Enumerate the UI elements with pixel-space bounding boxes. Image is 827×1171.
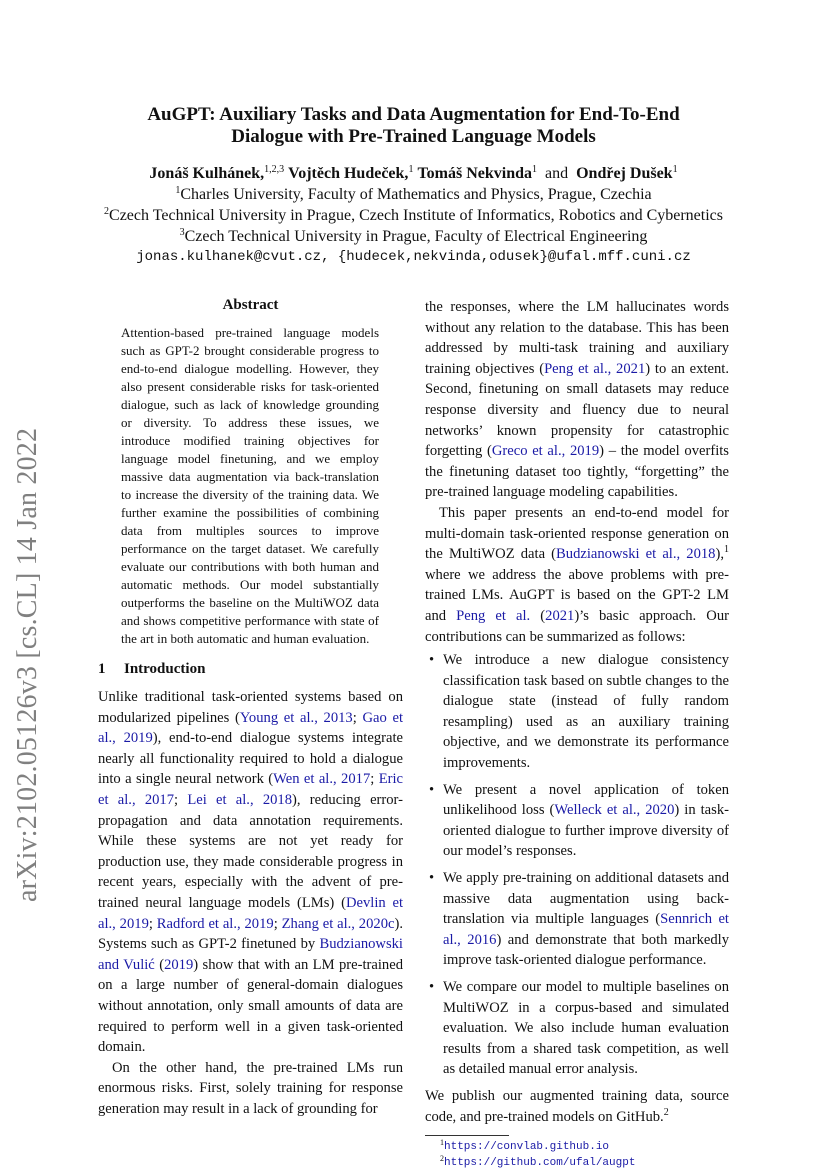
citation-link[interactable]: Gao et al., 2019 bbox=[98, 709, 403, 747]
author-name: Jonáš Kulhánek, bbox=[149, 165, 265, 182]
affiliation bbox=[0, 184, 827, 205]
emails: jonas.kulhanek@cvut.cz, {hudecek,nekvinda,odusek}@ufal.mff.cuni.cz bbox=[136, 249, 691, 265]
footnote-ref[interactable]: 2 bbox=[663, 1106, 669, 1118]
citation-link[interactable]: Wen et al., 2017 bbox=[273, 771, 371, 788]
text-run: ( bbox=[530, 607, 546, 624]
footnote bbox=[440, 1139, 729, 1155]
text-run: ; bbox=[174, 791, 188, 808]
text-run: ), end-to-end dialogue systems integrate nearly all functionality required to hold a dialogue into a single neural network ( bbox=[98, 730, 403, 788]
bullet-icon: • bbox=[429, 781, 435, 798]
text-run: the responses, where the LM hallucinates words without any relation to the database. This has been addressed by multi-task training and auxiliary training objectives ( bbox=[425, 299, 729, 377]
left-column bbox=[98, 295, 403, 1119]
citation-link[interactable]: Budzianowski and Vulić bbox=[98, 936, 403, 973]
text-run: Unlike traditional task-oriented systems based on modularized pipelines ( bbox=[98, 689, 403, 726]
author-affil: 1,2,3 bbox=[264, 164, 285, 175]
text-run: ) to an extent. Second, finetuning on small datasets may reduce response diversity and fluency due to neural networks’ known propensity for catastrophic forgetting ( bbox=[425, 360, 729, 460]
affil-text: Czech Technical University in Prague, Czech Institute of Informatics, Robotics and Cybernetics bbox=[109, 207, 723, 224]
affiliation bbox=[0, 226, 827, 247]
text-run: We present a novel application of token unlikelihood loss ( bbox=[443, 781, 729, 819]
footnote bbox=[440, 1155, 729, 1171]
paper-title bbox=[0, 104, 827, 148]
citation-link[interactable]: Lei et al., 2018 bbox=[187, 791, 293, 808]
and-word: and bbox=[545, 165, 569, 182]
footnote-mark: 2 bbox=[440, 1154, 444, 1164]
citation-link[interactable]: Eric et al., 2017 bbox=[98, 771, 404, 808]
author-affil: 1 bbox=[532, 164, 537, 175]
text-run: ) and demonstrate that both markedly improve task-oriented dialogue performance. bbox=[443, 931, 729, 969]
author-name: Vojtěch Hudeček, bbox=[288, 165, 409, 182]
footnote-link[interactable]: https://convlab.github.io bbox=[444, 1141, 610, 1154]
text-run: ( bbox=[154, 956, 165, 973]
affil-text: Czech Technical University in Prague, Faculty of Electrical Engineering bbox=[184, 228, 648, 245]
text-run: ) in task-oriented dialogue to further improve diversity of our model’s responses. bbox=[443, 802, 729, 860]
left-column-body bbox=[98, 687, 403, 1119]
text-run: ), reducing error-propagation and data annotation requirements. While these systems are not yet ready for production use, they made considerable progress in recent years, especially with the advent of pre-trained neural language models (LMs) ( bbox=[98, 791, 403, 911]
bullet-icon: • bbox=[429, 979, 435, 995]
footnote-ref[interactable]: 1 bbox=[724, 544, 729, 556]
text-run: We compare our model to multiple baselines on MultiWOZ in a corpus-based and simulated evaluation. We also include human evaluation results from a shared task competition, as well as detailed manual error analysis. bbox=[443, 979, 729, 1078]
list-item bbox=[425, 977, 729, 1080]
paragraph bbox=[98, 1058, 403, 1120]
affil-text: Charles University, Faculty of Mathematics and Physics, Prague, Czechia bbox=[180, 186, 652, 203]
text-run: where we address the above problems with pre-trained LMs. AuGPT is based on the GPT-2 LM and bbox=[425, 566, 729, 624]
affiliation bbox=[0, 205, 827, 226]
citation-link[interactable]: Zhang et al., 2020c bbox=[281, 915, 395, 932]
abstract-heading: Abstract bbox=[222, 297, 279, 313]
citation-link[interactable]: Sennrich et al., 2016 bbox=[443, 911, 729, 948]
citation-link[interactable]: Peng et al. bbox=[456, 607, 531, 624]
text-run: We introduce a new dialogue consistency classification task based on subtle changes to the dialogue state (instead of fully random resampling) used as an auxiliary training objective, and we demonstrate its performance improvements. bbox=[443, 652, 729, 772]
right-column bbox=[425, 297, 729, 1171]
bullet-icon: • bbox=[429, 652, 435, 669]
section-number: 1 bbox=[98, 661, 106, 677]
title-line: Dialogue with Pre-Trained Language Models bbox=[231, 126, 596, 147]
citation-link[interactable]: Welleck et al., 2020 bbox=[554, 802, 675, 819]
footnotes bbox=[440, 1139, 729, 1171]
footnote-link[interactable]: https://github.com/ufal/augpt bbox=[444, 1157, 636, 1170]
author-block bbox=[0, 163, 827, 268]
text-run: ), bbox=[715, 546, 724, 563]
citation-link[interactable]: Budzianowski et al., 2018 bbox=[556, 546, 716, 563]
text-run: ) show that with an LM pre-trained on a large number of general-domain dialogues without annotation, only small amounts of data are required to perform well in a given task-oriented domain. bbox=[98, 956, 403, 1056]
text-run: This paper presents an end-to-end model for multi-domain task-oriented response generation on the MultiWOZ data ( bbox=[425, 504, 729, 563]
paragraph bbox=[425, 503, 729, 647]
author-affil: 1 bbox=[672, 164, 678, 175]
text-run: ; bbox=[352, 709, 363, 726]
affil-mark: 3 bbox=[179, 227, 185, 238]
list-item bbox=[425, 868, 729, 971]
author-name: Ondřej Dušek bbox=[576, 165, 673, 182]
text-run: We apply pre-training on additional datasets and massive data augmentation using back-translation via multiple languages ( bbox=[443, 870, 729, 928]
text-run: ; bbox=[148, 915, 157, 932]
citation-link[interactable]: 2019 bbox=[164, 956, 194, 973]
citation-link[interactable]: Young et al., 2013 bbox=[239, 709, 353, 726]
citation-link[interactable]: Radford et al., 2019 bbox=[156, 915, 274, 932]
text-run: ) – the model overfits the finetuning dataset too tightly, “forgetting” the pre-trained language modeling capabilities. bbox=[425, 443, 729, 501]
author-list bbox=[0, 163, 827, 184]
right-paragraphs bbox=[425, 297, 729, 647]
closing-paragraph bbox=[425, 1086, 729, 1127]
section-title: Introduction bbox=[124, 661, 206, 677]
text-run: On the other hand, the pre-trained LMs run enormous risks. First, solely training for response generation may result in a lack of grounding for bbox=[98, 1059, 403, 1117]
bullet-icon: • bbox=[429, 870, 435, 887]
contribution-list bbox=[425, 650, 729, 1080]
section-heading bbox=[98, 659, 403, 679]
affil-mark: 2 bbox=[104, 206, 110, 217]
citation-link[interactable]: Greco et al., 2019 bbox=[491, 443, 600, 460]
footnote-mark: 1 bbox=[440, 1138, 444, 1148]
text-run: )’s basic approach. Our contributions can be summarized as follows: bbox=[425, 607, 729, 645]
footnote-rule bbox=[425, 1135, 509, 1136]
abstract-text: Attention-based pre-trained language models such as GPT-2 brought considerable progress to end-to-end dialogue modelling. However, they also present considerable risks for task-oriented dialogue, such as lack of knowledge grounding or diversity. To address these issues, we introduce modified training objectives for language model finetuning, and we employ massive data augmentation via back-translation to increase the diversity of the training data. We further examine the possibilities of combining data from multiples sources to improve performance on the target dataset. We carefully evaluate our contributions with both human and automatic methods. Our model substantially outperforms the baseline on the MultiWOZ data and shows competitive performance with state of the art in both automatic and human evaluation. bbox=[121, 325, 379, 646]
text-run: ; bbox=[273, 915, 282, 932]
list-item bbox=[425, 780, 729, 862]
citation-link[interactable]: 2021 bbox=[545, 607, 575, 624]
right-column-body bbox=[425, 297, 729, 1127]
author-name: Tomáš Nekvinda bbox=[417, 165, 532, 182]
title-line: AuGPT: Auxiliary Tasks and Data Augmentation for End-To-End bbox=[147, 104, 680, 125]
text-run: ). Systems such as GPT-2 finetuned by bbox=[98, 915, 403, 953]
text-run: ; bbox=[370, 771, 379, 788]
affil-mark: 1 bbox=[175, 185, 181, 196]
citation-link[interactable]: Peng et al., 2021 bbox=[544, 360, 646, 377]
author-affil: 1 bbox=[408, 164, 414, 175]
paragraph bbox=[98, 687, 403, 1058]
citation-link[interactable]: Devlin et al., 2019 bbox=[98, 894, 404, 932]
text-run: We publish our augmented training data, source code, and pre-trained models on GitHub. bbox=[425, 1087, 729, 1125]
paragraph bbox=[425, 297, 729, 503]
list-item bbox=[425, 650, 729, 774]
arxiv-stamp: arXiv:2102.05126v3 [cs.CL] 14 Jan 2022 bbox=[12, 427, 43, 902]
